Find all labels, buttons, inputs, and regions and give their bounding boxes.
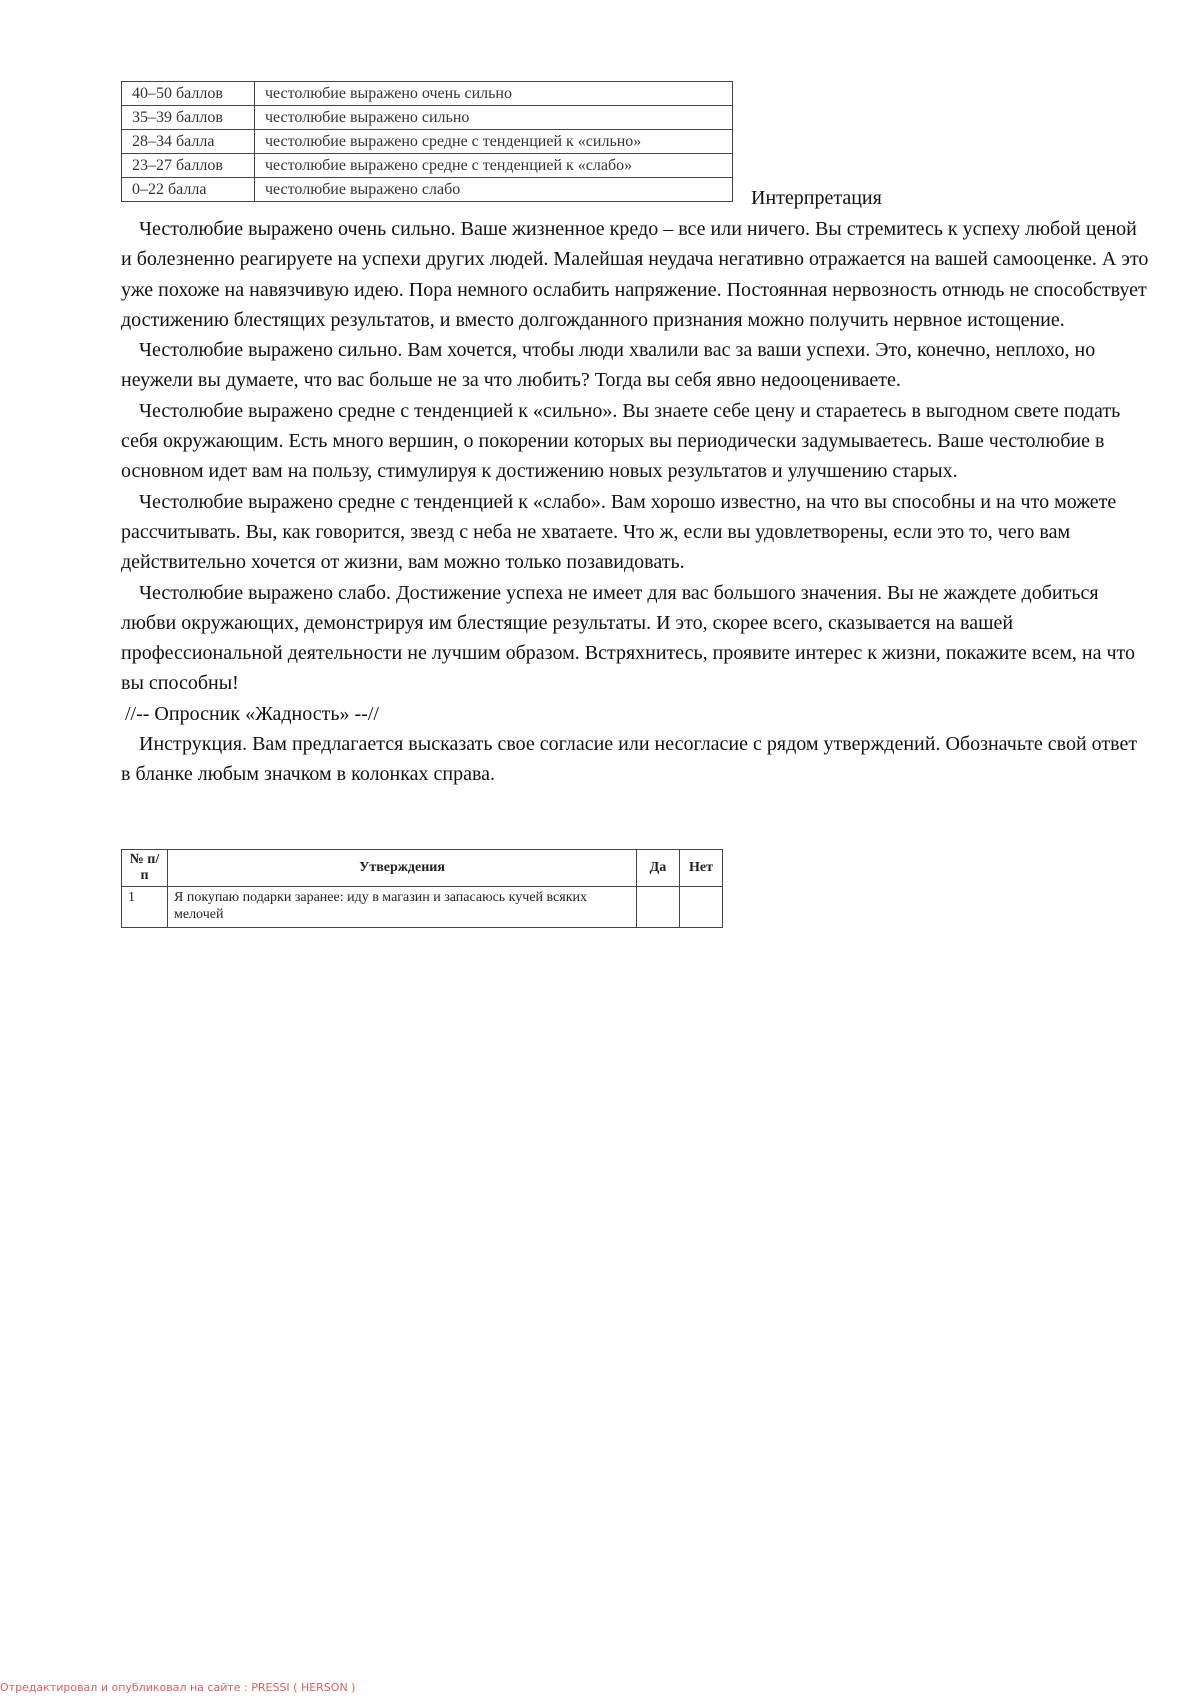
interpretation-title: Интерпретация — [751, 186, 882, 210]
table-row — [122, 106, 733, 130]
table-header-row — [122, 850, 723, 887]
paragraph: Честолюбие выражено очень сильно. Ваше жизненное кредо – все или ничего. Вы стремитесь к успеху любой ценой и болезненно реагируете на успехи других людей. Малейшая неудача негативно отражается на вашей самооценке. А это уже похоже на навязчивую идею. Пора немного ослабить напряжение. Постоянная нервозность отнюдь не способствует достижению блестящих результатов, и вместо долгожданного признания можно получить нервное истощение. — [121, 214, 1151, 335]
paragraph: Честолюбие выражено слабо. Достижение успеха не имеет для вас большого значения. Вы не жаждете добиться любви окружающих, демонстрируя им блестящие результаты. И это, скорее всего, сказывается на вашей профессиональной деятельности не лучшим образом. Встряхнитесь, проявите интерес к жизни, покажите всем, на что вы способны! — [121, 578, 1151, 699]
paragraph: Честолюбие выражено средне с тенденцией к «сильно». Вы знаете себе цену и стараетесь в выгодном свете подать себя окружающим. Есть много вершин, о покорении которых вы периодически задумываетесь. Ваше честолюбие в основном идет вам на пользу, стимулируя к достижению новых результатов и улучшению старых. — [121, 396, 1151, 487]
score-description: честолюбие выражено средне с тенденцией к «сильно» — [255, 130, 733, 154]
table-row — [122, 130, 733, 154]
score-range: 28–34 балла — [122, 130, 255, 154]
score-description: честолюбие выражено средне с тенденцией к «слабо» — [255, 154, 733, 178]
table-row — [122, 154, 733, 178]
paragraph: Честолюбие выражено средне с тенденцией к «слабо». Вам хорошо известно, на что вы способны и на что можете рассчитывать. Вы, как говорится, звезд с неба не хватаете. Что ж, если вы удовлетворены, если это то, чего вам действительно хочется от жизни, вам можно только позавидовать. — [121, 487, 1151, 578]
instruction-paragraph: Инструкция. Вам предлагается высказать свое согласие или несогласие с рядом утверждений. Обозначьте свой ответ в бланке любым значком в колонках справа. — [121, 729, 1151, 790]
score-range: 23–27 баллов — [122, 154, 255, 178]
table-row — [122, 887, 723, 928]
score-interpretation-table — [121, 81, 733, 202]
header-number: № п/п — [122, 850, 168, 887]
publisher-footer: Отредактировал и опубликовал на сайте : PRESSI ( HERSON ) — [0, 1681, 355, 1694]
answer-yes-cell — [637, 887, 680, 928]
paragraph: Честолюбие выражено сильно. Вам хочется, чтобы люди хвалили вас за ваши успехи. Это, конечно, неплохо, но неужели вы думаете, что вас больше не за что любить? Тогда вы себя явно недооцениваете. — [121, 335, 1151, 396]
score-description: честолюбие выражено сильно — [255, 106, 733, 130]
score-range: 35–39 баллов — [122, 106, 255, 130]
header-statement: Утверждения — [168, 850, 637, 887]
score-range: 0–22 балла — [122, 178, 255, 202]
section-heading: //-- Опросник «Жадность» --// — [121, 699, 1151, 729]
body-text — [121, 214, 1151, 790]
header-yes: Да — [637, 850, 680, 887]
score-description: честолюбие выражено слабо — [255, 178, 733, 202]
table-row — [122, 178, 733, 202]
questionnaire-table — [121, 849, 723, 928]
score-range: 40–50 баллов — [122, 82, 255, 106]
answer-no-cell — [680, 887, 723, 928]
header-no: Нет — [680, 850, 723, 887]
score-description: честолюбие выражено очень сильно — [255, 82, 733, 106]
document-page — [0, 0, 1200, 1697]
table-row — [122, 82, 733, 106]
question-statement: Я покупаю подарки заранее: иду в магазин и запасаюсь кучей всяких мелочей — [168, 887, 637, 928]
question-number: 1 — [122, 887, 168, 928]
